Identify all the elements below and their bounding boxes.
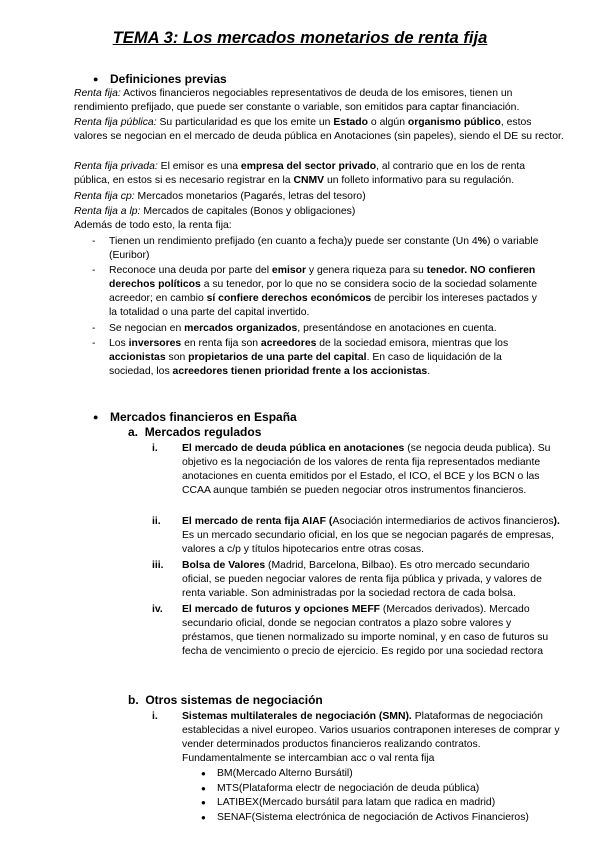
list-item: iii. Bolsa de Valores (Madrid, Barcelona, Bilbao). Es otro mercado secundario oficial, se pueden negociar valores de renta fija pública y privada, y valores de renta variable. Son administradas por la sociedad rectora de cada bolsa. — [152, 560, 542, 600]
page-title: TEMA 3: Los mercados monetarios de renta fija — [112, 28, 488, 47]
list-item: iv. El mercado de futuros y opciones MEFF (Mercados derivados). Mercado secundario oficial, donde se negocian contratos a plazo sobre valores y préstamos, que tienen normalizado su importe nominal, y en caso de futuros su fecha de vencimiento o precio de ejercicio. Es regido por una sociedad rectora — [152, 604, 549, 658]
dash-icon: - — [92, 236, 96, 247]
list-item: ● MTS(Plataforma electr de negociación de deuda pública) — [217, 782, 577, 796]
list-item: - Los inversores en renta fija son acreedores de la sociedad emisora, mientras que los accionistas son propietarios de una parte del capital. En caso de liquidación de la sociedad, los acreedores tienen prioridad frente a los accionistas. — [92, 338, 509, 378]
intro-text: Además de todo esto, la renta fija: — [74, 220, 232, 231]
def-renta-fija-lp: Renta fija a lp: Mercados de capitales (Bonos y obligaciones) — [74, 206, 356, 217]
dash-icon: - — [92, 338, 96, 349]
subsection-heading-regulados: a. Mercados regulados — [128, 425, 262, 439]
list-item: ii. El mercado de renta fija AIAF (Asociación intermediarios de activos financieros). Es un mercado secundario oficial, en los que se negocian pagarés de empresas, valores a c/p y títulos hipotecarios entre otras cosas. — [152, 516, 560, 556]
list-item: ● BM(Mercado Alterno Bursátil) — [217, 767, 577, 781]
bullet-icon: ● — [201, 769, 206, 778]
section-heading-mercados: ● Mercados financieros en España — [93, 410, 297, 424]
bullet-icon: ● — [201, 813, 206, 822]
bullet-icon: ● — [201, 784, 206, 793]
def-renta-fija-publica: Renta fija pública: Su particularidad es que los emite un Estado o algún organismo público, estos valores se negocian en el mercado de deuda pública en Anotaciones (sin papeles), siendo el DE su rector. — [74, 117, 564, 143]
bullet-icon: ● — [93, 74, 99, 84]
dash-icon: - — [92, 323, 96, 334]
def-renta-fija-privada: Renta fija privada: El emisor es una empresa del sector privado, al contrario que en los de renta pública, en estos si es necesario registrar en la CNMV un folleto informativo para su regulación. — [74, 161, 526, 187]
subsection-heading-otros: b. Otros sistemas de negociación — [128, 693, 323, 707]
def-renta-fija-cp: Renta fija cp: Mercados monetarios (Pagarés, letras del tesoro) — [74, 191, 366, 202]
dash-icon: - — [92, 265, 96, 276]
list-item: i. El mercado de deuda pública en anotaciones (se negocia deuda publica). Su objetivo es la negociación de los valores de renta fija representados mediante anotaciones en cuenta emitidos por el Estado, el ICO, el BCE y los BCN o las CCAA aunque también se pueden negociar otros instrumentos financieros. — [152, 443, 551, 497]
list-item: i. Sistemas multilaterales de negociación (SMN). Plataformas de negociación establecidas a nivel europeo. Varios usuarios contraponen intereses de comprar y vender determinados productos financieros realizando contratos. Fundamentalmente se intercambian acc o val renta fija — [152, 711, 560, 765]
bullet-icon: ● — [93, 412, 99, 422]
list-item: - Tienen un rendimiento prefijado (en cuanto a fecha)y puede ser constante (Un 4%) o variable (Euribor) — [92, 236, 539, 262]
def-renta-fija: Renta fija: Activos financieros negociables representativos de deuda de los emisores, tienen un rendimiento prefijado, que puede ser constante o variable, son emitidos para captar financiación. — [74, 88, 520, 114]
bullet-icon: ● — [201, 798, 206, 807]
list-item: ● SENAF(Sistema electrónica de negociación de Activos Financieros) — [217, 811, 577, 825]
list-item: - Se negocian en mercados organizados, presentándose en anotaciones en cuenta. — [109, 322, 539, 336]
list-item: - Reconoce una deuda por parte del emisor y genera riqueza para su tenedor. NO confieren derechos políticos a su tenedor, por lo que no se considera socio de la sociedad solamente acreedor; en cambio sí confiere derechos económicos de percibir los intereses pactados y la totalidad o una parte del capital invertido. — [92, 265, 537, 319]
section-heading-definiciones: ● Definiciones previas — [93, 72, 227, 86]
list-item: ● LATIBEX(Mercado bursátil para latam que radica en madrid) — [217, 796, 577, 810]
